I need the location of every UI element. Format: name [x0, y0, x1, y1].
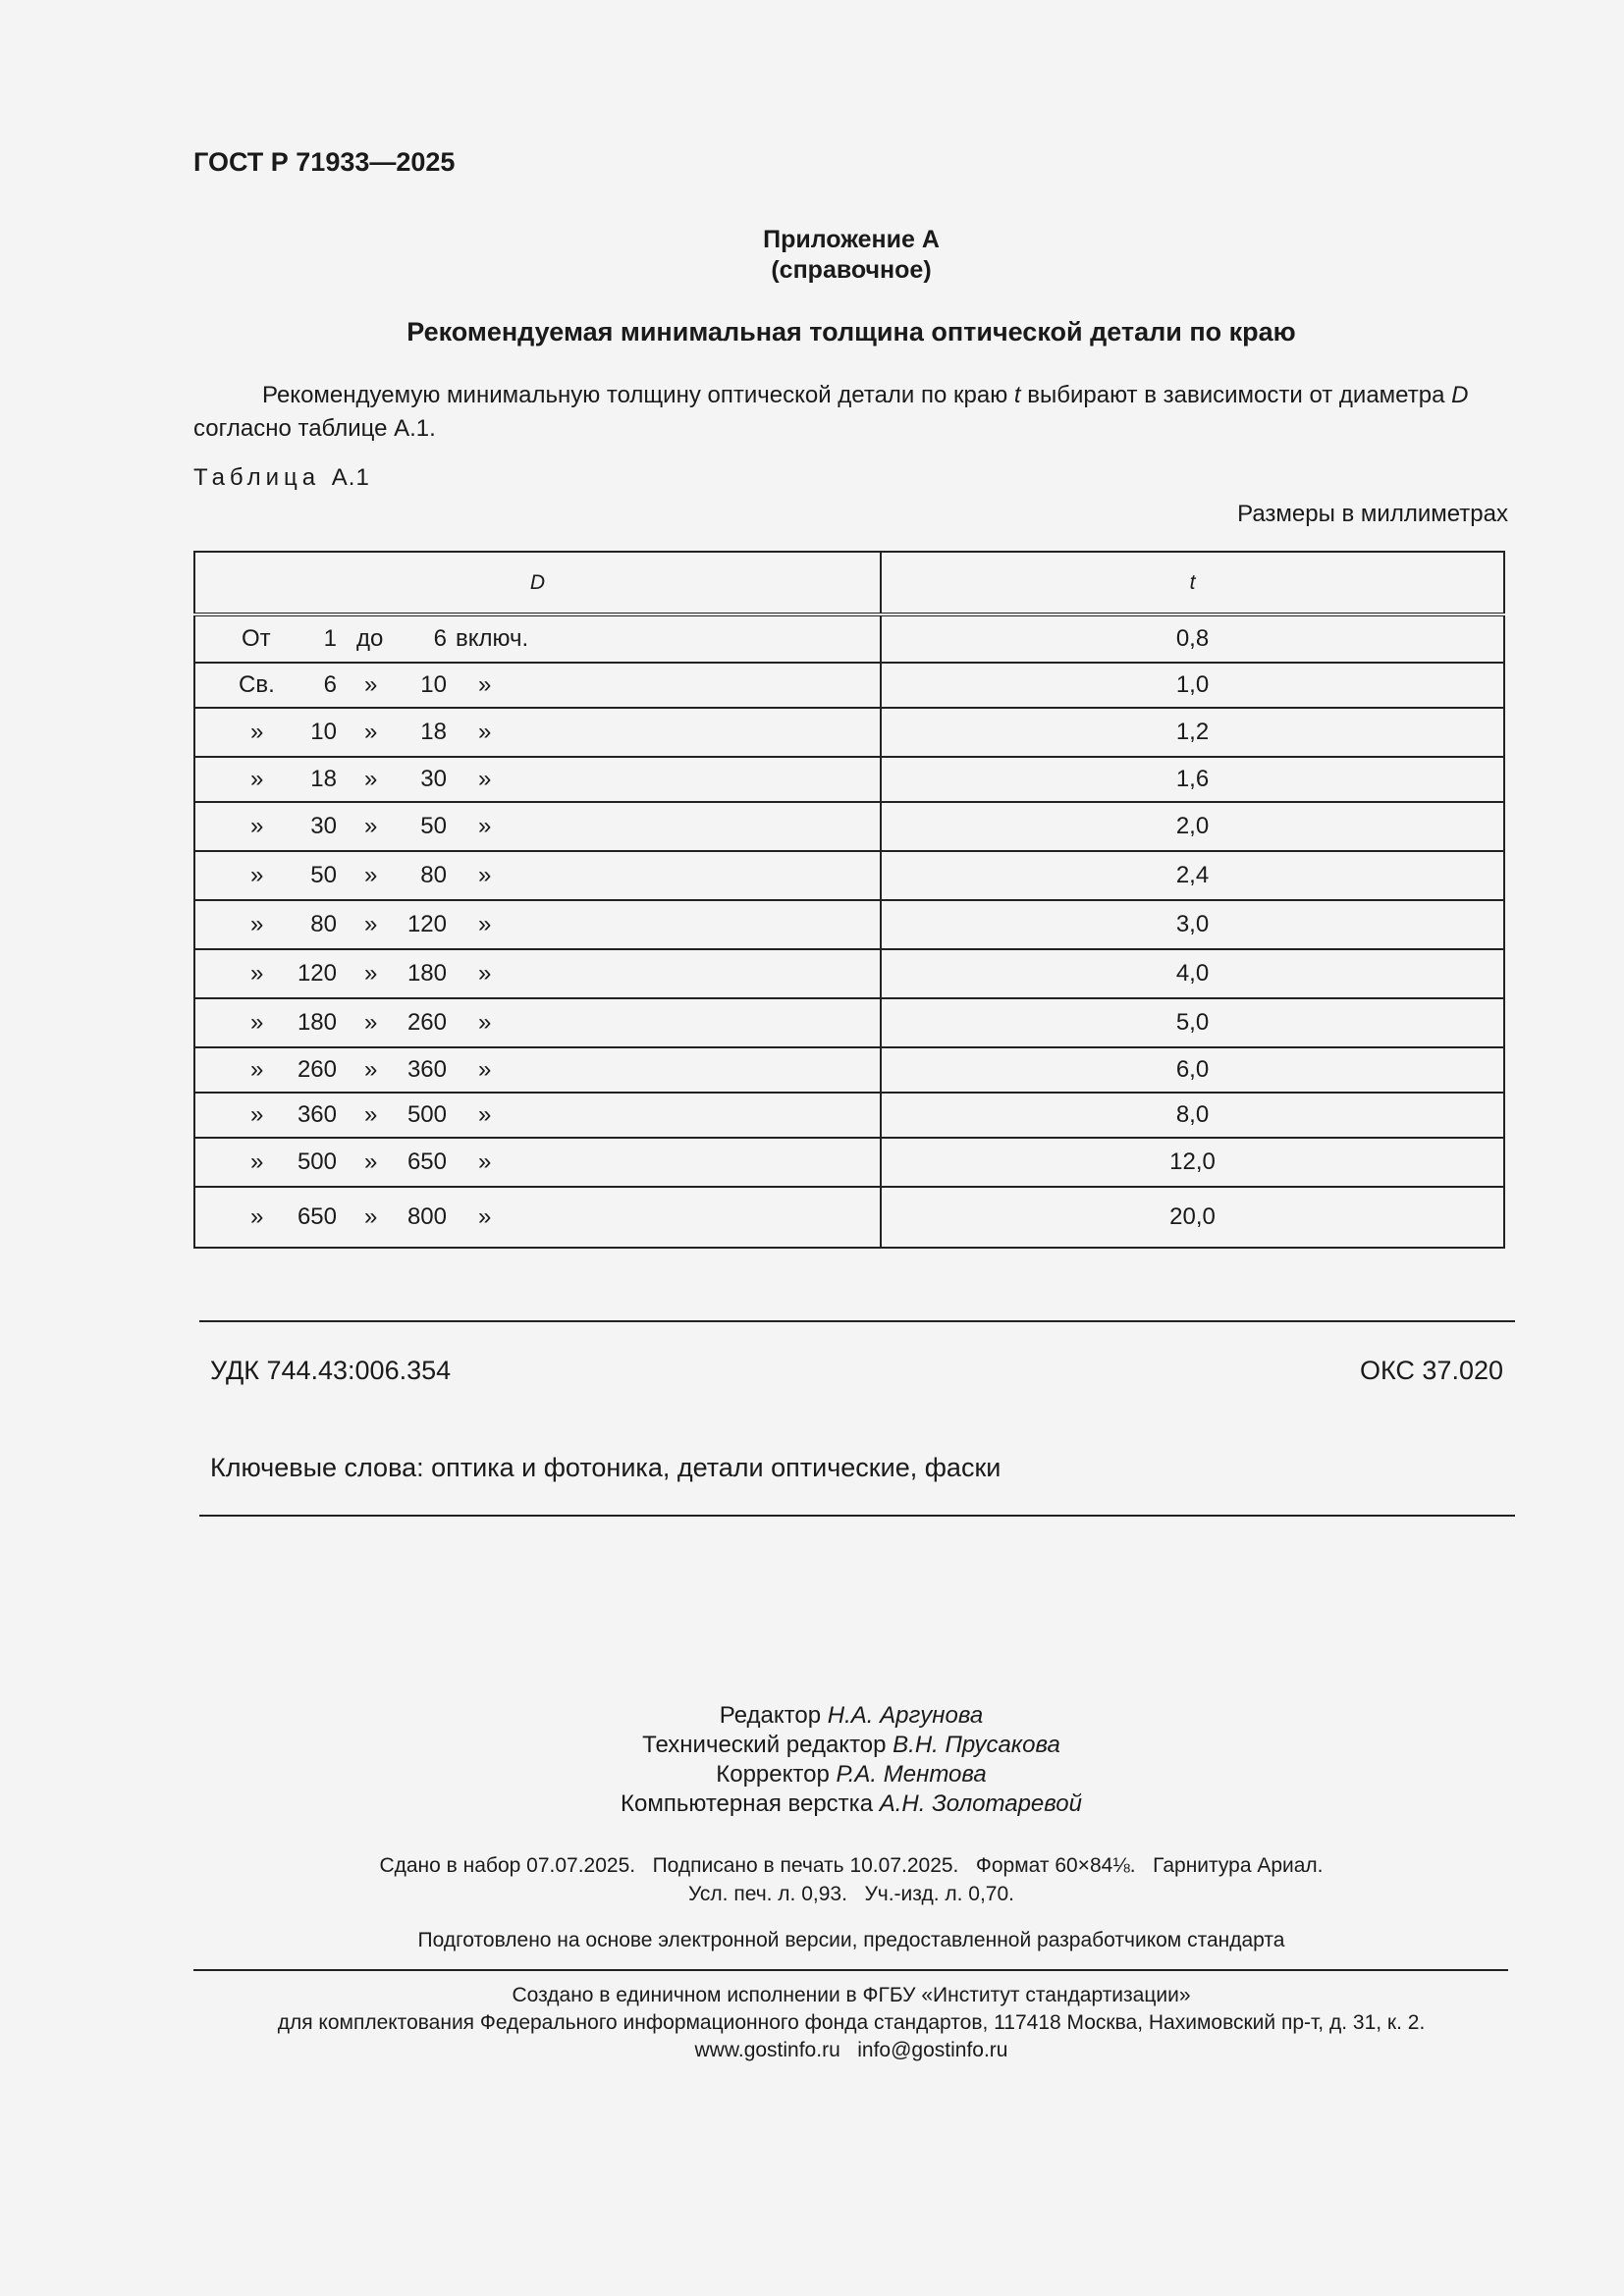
table-row [194, 802, 1504, 851]
table-row [194, 900, 1504, 949]
udk-code: УДК 744.43:006.354 [210, 1356, 452, 1385]
credits-block [0, 1701, 1624, 1819]
diameter-cell [194, 802, 881, 851]
credit-role: Редактор [719, 1702, 828, 1729]
diameter-sep: » [364, 1203, 378, 1230]
footer-rule-top [199, 1320, 1515, 1322]
intro-text-3: согласно таблице А.1. [193, 415, 436, 442]
diameter-suffix: » [478, 766, 492, 792]
diameter-suffix: » [478, 1101, 492, 1128]
table-row [194, 949, 1504, 998]
thickness-cell: 2,4 [881, 851, 1504, 900]
diameter-p: » [250, 1009, 264, 1036]
diameter-suffix: » [478, 862, 492, 888]
diameter-p: » [250, 1203, 264, 1230]
prepared-note: Подготовлено на основе электронной версии, предоставленной разработчиком стандарта [417, 1929, 1285, 1951]
diameter-suffix: » [478, 1056, 492, 1083]
diameter-from: 1 [323, 625, 337, 652]
thickness-cell: 1,6 [881, 757, 1504, 802]
diameter-to: 120 [406, 911, 447, 937]
diameter-sep: » [364, 766, 378, 792]
document-code: ГОСТ Р 71933—2025 [193, 147, 456, 177]
thickness-table [193, 551, 1505, 1249]
imprint-line-2: Усл. печ. л. 0,93. Уч.-изд. л. 0,70. [687, 1883, 1014, 1905]
diameter-suffix: » [478, 671, 492, 698]
publisher-line-1: Создано в единичном исполнении в ФГБУ «Институт стандартизации» [512, 1984, 1191, 2006]
table-header-row [194, 552, 1504, 614]
table-row [194, 1187, 1504, 1248]
thickness-cell: 5,0 [881, 998, 1504, 1047]
thickness-cell: 1,0 [881, 663, 1504, 708]
diameter-cell [194, 1138, 881, 1187]
table-row [194, 708, 1504, 757]
diameter-from: 500 [297, 1148, 337, 1175]
thickness-cell: 2,0 [881, 802, 1504, 851]
diameter-suffix: » [478, 911, 492, 937]
diameter-cell [194, 851, 881, 900]
diameter-p: » [250, 911, 264, 937]
diameter-from: 50 [310, 862, 337, 888]
diameter-from: 650 [297, 1203, 337, 1230]
thickness-cell: 8,0 [881, 1093, 1504, 1138]
diameter-to: 650 [406, 1148, 447, 1175]
credit-name: Р.А. Ментова [836, 1761, 987, 1788]
credit-line [0, 1760, 1624, 1789]
diameter-from: 18 [310, 766, 337, 792]
header-diameter: D [194, 552, 881, 614]
diameter-to: 18 [420, 719, 447, 745]
diameter-sep: » [364, 960, 378, 987]
intro-var-d: D [1451, 382, 1469, 408]
appendix-note: (справочное) [771, 256, 932, 284]
diameter-to: 50 [420, 813, 447, 839]
footer-rule-bottom [199, 1515, 1515, 1517]
diameter-p: От [242, 625, 271, 652]
diameter-sep: » [364, 671, 378, 698]
diameter-to: 80 [420, 862, 447, 888]
table-row [194, 663, 1504, 708]
diameter-from: 360 [297, 1101, 337, 1128]
diameter-cell [194, 1047, 881, 1093]
diameter-to: 10 [420, 671, 447, 698]
thickness-cell: 20,0 [881, 1187, 1504, 1248]
diameter-p: » [250, 960, 264, 987]
diameter-cell [194, 663, 881, 708]
table-units: Размеры в миллиметрах [1237, 501, 1508, 527]
diameter-p: Св. [239, 671, 275, 698]
publisher-line-2: для комплектования Федерального информационного фонда стандартов, 117418 Москва, Нахимовский пр-т, д. 31, к. 2. [277, 2011, 1426, 2034]
table-label-number: А.1 [331, 464, 370, 491]
diameter-suffix: » [478, 1203, 492, 1230]
oks-code: ОКС 37.020 [1359, 1356, 1503, 1385]
table-row [194, 614, 1504, 663]
credit-line [0, 1789, 1624, 1819]
diameter-from: 6 [323, 671, 337, 698]
credit-name: Н.А. Аргунова [827, 1702, 984, 1729]
diameter-suffix: » [478, 813, 492, 839]
table-label-word: Таблица [193, 464, 321, 491]
credit-line [0, 1731, 1624, 1760]
diameter-to: 6 [433, 625, 447, 652]
appendix-title: Приложение А [763, 226, 940, 253]
table-row [194, 998, 1504, 1047]
diameter-from: 80 [310, 911, 337, 937]
diameter-suffix: » [478, 1009, 492, 1036]
intro-var-t: t [1013, 382, 1021, 408]
publisher-rule [193, 1969, 1508, 1971]
diameter-cell [194, 1187, 881, 1248]
intro-text-2: выбирают в зависимости от диаметра [1020, 382, 1452, 408]
credit-role: Корректор [716, 1761, 837, 1788]
table-label [193, 464, 370, 492]
diameter-from: 120 [297, 960, 337, 987]
publisher-block [0, 1982, 1624, 2064]
diameter-sep: » [364, 1009, 378, 1036]
diameter-sep: » [364, 1148, 378, 1175]
header-thickness: t [881, 552, 1504, 614]
diameter-p: » [250, 1101, 264, 1128]
table-row [194, 1047, 1504, 1093]
diameter-cell [194, 998, 881, 1047]
thickness-cell: 3,0 [881, 900, 1504, 949]
diameter-sep: » [364, 1056, 378, 1083]
credit-role: Компьютерная верстка [621, 1790, 880, 1817]
diameter-to: 30 [420, 766, 447, 792]
diameter-from: 30 [310, 813, 337, 839]
diameter-suffix: » [478, 960, 492, 987]
keywords: Ключевые слова: оптика и фотоника, детали оптические, фаски [210, 1453, 1001, 1482]
diameter-p: » [250, 766, 264, 792]
imprint-block [0, 1851, 1624, 1908]
diameter-sep: » [364, 719, 378, 745]
diameter-to: 500 [406, 1101, 447, 1128]
diameter-sep: » [364, 813, 378, 839]
diameter-from: 10 [310, 719, 337, 745]
thickness-cell: 4,0 [881, 949, 1504, 998]
publisher-line-3: www.gostinfo.ru info@gostinfo.ru [694, 2039, 1008, 2061]
diameter-to: 180 [406, 960, 447, 987]
diameter-p: » [250, 813, 264, 839]
diameter-suffix: включ. [456, 625, 529, 652]
diameter-p: » [250, 862, 264, 888]
diameter-suffix: » [478, 1148, 492, 1175]
diameter-cell [194, 757, 881, 802]
diameter-sep: » [364, 1101, 378, 1128]
diameter-p: » [250, 1148, 264, 1175]
credit-name: А.Н. Золотаревой [879, 1790, 1082, 1817]
diameter-p: » [250, 1056, 264, 1083]
diameter-sep: » [364, 862, 378, 888]
imprint-line-1: Сдано в набор 07.07.2025. Подписано в печать 10.07.2025. Формат 60×84⅛. Гарнитура Ариал. [379, 1854, 1324, 1877]
diameter-to: 260 [406, 1009, 447, 1036]
diameter-from: 180 [297, 1009, 337, 1036]
diameter-cell [194, 1093, 881, 1138]
diameter-from: 260 [297, 1056, 337, 1083]
diameter-to: 360 [406, 1056, 447, 1083]
table-row [194, 1093, 1504, 1138]
thickness-cell: 0,8 [881, 614, 1504, 663]
diameter-sep: до [356, 625, 384, 652]
thickness-cell: 12,0 [881, 1138, 1504, 1187]
credit-name: В.Н. Прусакова [893, 1732, 1060, 1758]
thickness-cell: 6,0 [881, 1047, 1504, 1093]
intro-text-1: Рекомендуемую минимальную толщину оптической детали по краю [262, 382, 1014, 408]
diameter-cell [194, 708, 881, 757]
diameter-suffix: » [478, 719, 492, 745]
table-row [194, 1138, 1504, 1187]
diameter-cell [194, 614, 881, 663]
diameter-to: 800 [406, 1203, 447, 1230]
credit-role: Технический редактор [642, 1732, 893, 1758]
diameter-cell [194, 900, 881, 949]
diameter-sep: » [364, 911, 378, 937]
section-title: Рекомендуемая минимальная толщина оптической детали по краю [406, 317, 1296, 347]
credit-line [0, 1701, 1624, 1731]
table-row [194, 757, 1504, 802]
thickness-cell: 1,2 [881, 708, 1504, 757]
diameter-cell [194, 949, 881, 998]
table-body [194, 614, 1504, 1248]
intro-paragraph [193, 379, 1509, 446]
table-row [194, 851, 1504, 900]
diameter-p: » [250, 719, 264, 745]
